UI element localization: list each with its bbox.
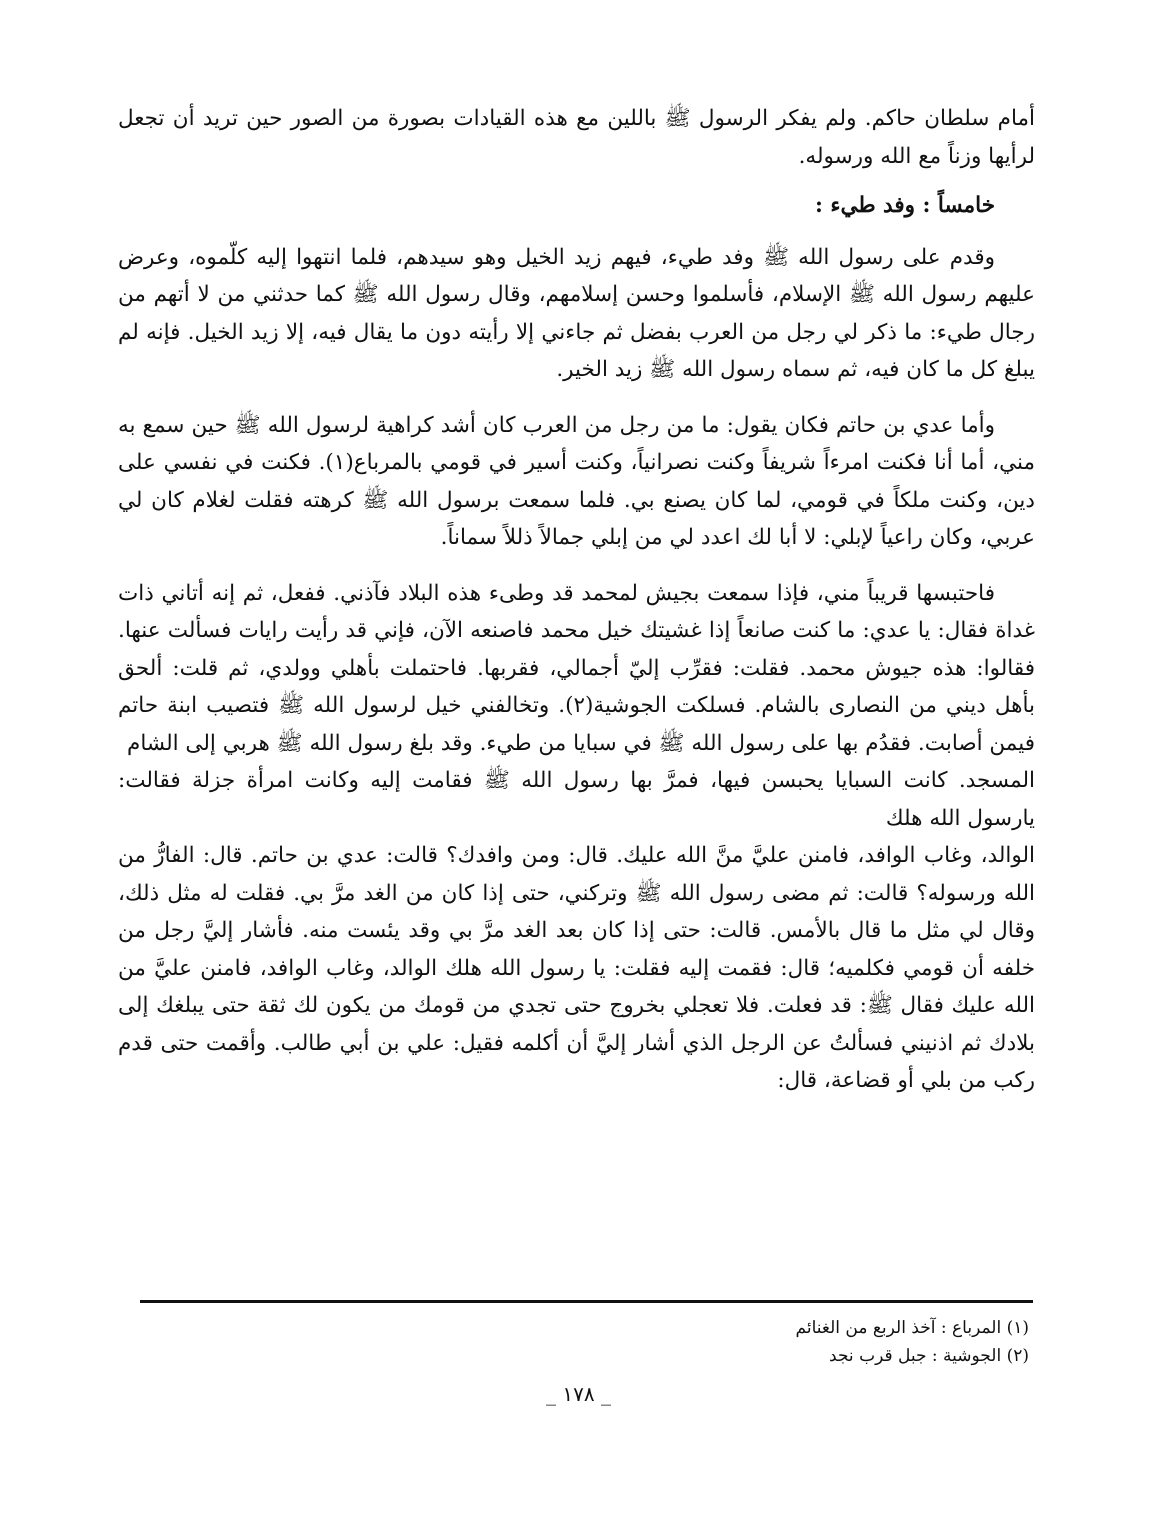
paragraph-hatim-daughter: الوالد، وغاب الوافد، فامنن عليَّ منَّ الله عليك. قال: ومن وافدك؟ قالت: عدي بن حاتم. قال: الفارُّ من الله ورسوله؟ قالت: ثم مضى رسول الله ﷺ وتركني، حتى إذا كان من الغد مرَّ بي. فقلت له مثل ذلك، وقال لي مثل ما قال بالأمس. قالت: حتى إذا كان بعد الغد مرَّ بي وقد يئست منه. فأشار إليَّ رجل من خلفه أن قومي فكلميه؛ قال: فقمت إليه فقلت: يا رسول الله هلك الوالد، وغاب الوافد، فامنن عليَّ من الله عليك فقال ﷺ: قد فعلت. فلا تعجلي بخروج حتى تجدي من قومك من يكون لك ثقة حتى يبلغك إلى بلادك ثم اذنيني فسألتُ عن الرجل الذي أشار إليَّ أن أكلمه فقيل: علي بن أبي طالب. وأقمت حتى قدم ركب من بلي أو قضاعة، قال: — [118, 843, 1035, 1093]
page-number: _ ١٧٨ _ — [546, 1382, 611, 1406]
paragraph-adi-flight: فاحتبسها قريباً مني، فإذا سمعت بجيش لمحمد قد وطىء هذه البلاد فآذني. ففعل، ثم إنه أتاني ذات غداة فقال: يا عدي: ما كنت صانعاً إذا غشيتك خيل محمد فاصنعه الآن، فإني قد رأيت رايات فسألت عنها. فقالوا: هذه جيوش محمد. فقلت: فقرِّب إليّ أجمالي، فقربها. فاحتملت بأهلي وولدي، ثم قلت: ألحق بأهل ديني من النصارى بالشام. فسلكت الجوشية(٢). وتخالفني خيل لرسول الله ﷺ فتصيب ابنة حاتم فيمن أصابت. فقدُم بها على رسول الله ﷺ في سبايا من طيء. وقد بلغ رسول الله ﷺ هربي إلى الشام — [118, 580, 1035, 756]
footnote-2: (٢) الجوشية : جبل قرب نجد — [829, 1346, 1029, 1366]
footnote-1: (١) المرباع : آخذ الربع من الغنائم — [795, 1318, 1029, 1338]
footnotes — [429, 1314, 1029, 1370]
footnote-separator — [140, 1300, 1033, 1303]
paragraph-intro: أمام سلطان حاكم. ولم يفكر الرسول ﷺ باللين مع هذه القيادات بصورة من الصور حين تريد أن تجعل لرأيها وزناً مع الله ورسوله. — [118, 106, 1035, 169]
main-text — [118, 100, 1035, 1100]
paragraph-tayy-delegation: وقدم على رسول الله ﷺ وفد طيء، فيهم زيد الخيل وهو سيدهم، فلما انتهوا إليه كلّموه، وعرض عليهم رسول الله ﷺ الإسلام، فأسلموا وحسن إسلامهم، وقال رسول الله ﷺ كما حدثني من لا أتهم من رجال طيء: ما ذكر لي رجل من العرب بفضل ثم جاءني إلا رأيته دون ما يقال فيه، إلا زيد الخيل. فإنه لم يبلغ كل ما كان فيه، ثم سماه رسول الله ﷺ زيد الخير. — [118, 244, 1035, 382]
paragraph-mosque: المسجد. كانت السبايا يحبسن فيها، فمرَّ بها رسول الله ﷺ فقامت إليه وكانت امرأة جزلة فقالت: يارسول الله هلك — [118, 768, 1035, 831]
section-heading: خامساً : وفد طيء : — [815, 193, 995, 218]
paragraph-adi-ibn-hatim: وأما عدي بن حاتم فكان يقول: ما من رجل من العرب كان أشد كراهية لرسول الله ﷺ حين سمع به مني، أما أنا فكنت امرءاً شريفاً وكنت نصرانياً، وكنت أسير في قومي بالمرباع(١). فكنت في نفسي على دين، وكنت ملكاً في قومي، لما كان يصنع بي. فلما سمعت برسول الله ﷺ كرهته فقلت لغلام كان لي عربي، وكان راعياً لإبلي: لا أبا لك اعدد لي من إبلي جمالاً ذللاً سماناً. — [118, 412, 1035, 550]
